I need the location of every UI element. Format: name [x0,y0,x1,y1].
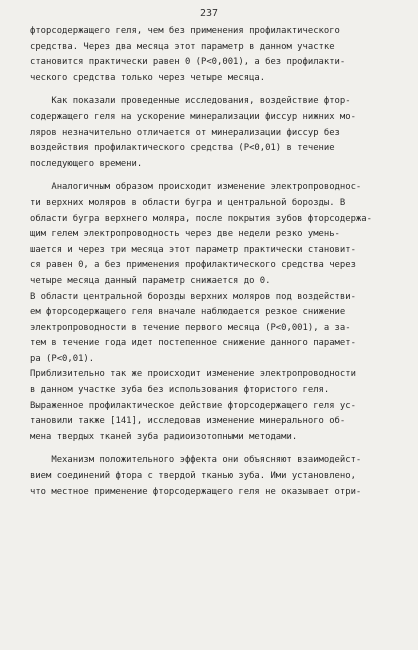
text-line: четыре месяца данный параметр снижается до 0. [30,275,271,286]
text-line: тановили также [141], исследовав изменение минерального об- [30,416,346,427]
page-number: 237 [199,8,219,19]
text-line: ти верхних моляров в области бугра и центральной борозды. В [30,197,346,208]
text-line: фторсодержащего геля, чем без применения профилактического [30,26,340,36]
text-line: щим гелем электропроводность через две недели резко умень- [30,229,340,240]
text-line: Аналогичным образом происходит изменение электропроводнос- [30,182,362,193]
text-line: Приблизительно так же происходит изменение электропроводности [30,369,356,380]
paragraph-gap [30,172,392,180]
text-line: ся равен 0, а без применения профилактического средства через [30,260,356,271]
text-line: ем фторсодержащего геля вначале наблюдается резкое снижение [30,307,346,318]
text-line: содержащего геля на ускорение минерализации фиссур нижних мо- [30,111,356,122]
text-line: воздействия профилактического средства (P<0,01) в течение [30,143,335,154]
text-line: Механизм положительного эффекта они объясняют взаимодейст- [30,455,362,466]
text-line: шается и через три месяца этот параметр практически становит- [30,244,356,255]
text-line: становится практически равен 0 (P<0,001), а без профилакти- [30,57,346,68]
text-line: ра (P<0,01). [30,353,95,364]
paragraph [30,94,392,172]
text-line: что местное применение фторсодержащего геля не оказывает отри- [30,486,362,497]
paragraph-gap [30,86,392,94]
text-line: тем в течение года идет постепенное снижение данного парамет- [30,338,356,349]
text-line: ческого средства только через четыре месяца. [30,72,266,83]
text-line: вием соединений фтора с твердой тканью зуба. Ими установлено, [30,471,356,482]
text-line: области бугра верхнего моляра, после покрытия зубов фторсодержа- [30,213,372,224]
paragraph [30,24,392,86]
body-text [30,24,392,500]
text-line: ляров незначительно отличается от минерализации фиссур без [30,127,340,138]
text-line: средства. Через два месяца этот параметр в данном участке [30,41,335,52]
text-line: Как показали проведенные исследования, воздействие фтор- [30,96,351,107]
paragraph-gap [30,445,392,453]
paragraph [30,180,392,445]
text-line: В области центральной борозды верхних моляров под воздействи- [30,291,356,302]
text-line: Выраженное профилактическое действие фторсодержащего геля ус- [30,400,356,411]
text-line: последующего времени. [30,158,143,169]
text-line: в данном участке зуба без использования фтористого геля. [30,385,330,396]
paragraph [30,453,392,500]
text-line: электропроводности в течение первого месяца (P<0,001), а за- [30,322,351,333]
text-line: мена твердых тканей зуба радиоизотопными методами. [30,431,298,442]
